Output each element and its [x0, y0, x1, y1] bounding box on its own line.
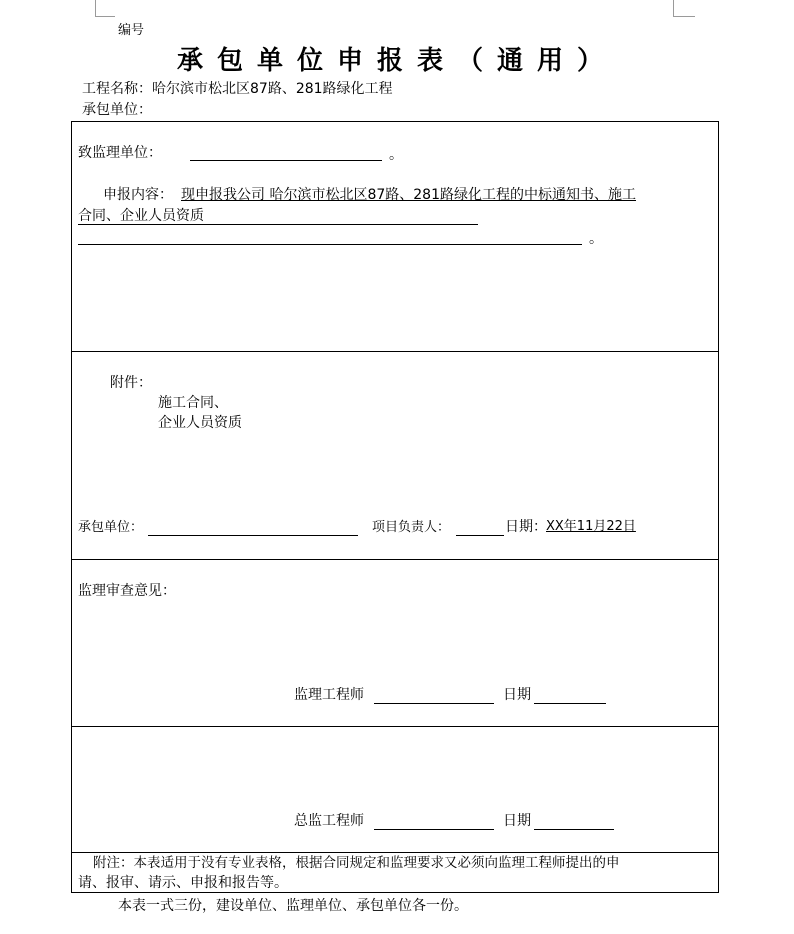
content-line-1[interactable]: 现申报我公司 哈尔滨市松北区87路、281路绿化工程的中标通知书、施工 — [181, 187, 636, 203]
note-line-1: 附注：本表适用于没有专业表格，根据合同规定和监理要求又必须向监理工程师提出的申 — [93, 855, 620, 871]
project-manager-label: 项目负责人： — [372, 520, 451, 535]
supervising-engineer-label: 监理工程师 — [294, 687, 364, 703]
project-name-label: 工程名称： — [82, 81, 152, 97]
content-line-2[interactable] — [78, 207, 478, 225]
row-divider-3 — [71, 726, 719, 727]
chief-engineer-label: 总监工程师 — [294, 813, 364, 829]
to-supervisor-label: 致监理单位： — [78, 145, 162, 161]
submit-date-label: 日期： — [505, 519, 547, 535]
crop-mark-left-h — [95, 16, 115, 17]
crop-mark-left-v — [95, 0, 96, 16]
supervisor-unit-field[interactable] — [190, 142, 382, 161]
content-line-2-field[interactable] — [78, 207, 478, 225]
header-contractor-label: 承包单位： — [82, 102, 152, 118]
chief-engineer-field[interactable] — [374, 811, 494, 830]
attachments-label: 附件： — [110, 375, 152, 391]
review-date-field[interactable] — [534, 685, 606, 704]
page-title: 承包单位申报表（通用） — [176, 46, 617, 76]
row-divider-2 — [71, 559, 719, 560]
copies-note: 本表一式三份，建设单位、监理单位、承包单位各一份。 — [118, 898, 468, 914]
doc-number-label: 编号 — [118, 23, 145, 38]
content-end: 。 — [589, 231, 603, 247]
content-line-2-text: 合同、企业人员资质 — [78, 208, 204, 224]
crop-mark-right-h — [673, 16, 695, 17]
review-opinion-label: 监理审查意见： — [78, 583, 176, 599]
supervising-engineer-field[interactable] — [374, 685, 494, 704]
review-date-label: 日期 — [503, 687, 531, 703]
project-name-value: 哈尔滨市松北区87路、281路绿化工程 — [152, 81, 393, 97]
to-line-end: 。 — [389, 147, 403, 163]
project-manager-field[interactable] — [456, 518, 504, 536]
row-divider-4 — [71, 852, 719, 853]
signature-contractor-field[interactable] — [148, 518, 358, 536]
note-line-2: 请、报审、请示、申报和报告等。 — [78, 875, 288, 891]
crop-mark-right-v — [673, 0, 674, 16]
content-line-3-field[interactable] — [78, 226, 582, 245]
attachment-item-2: 企业人员资质 — [158, 415, 242, 431]
content-label: 申报内容： — [103, 187, 173, 203]
row-divider-1 — [71, 351, 719, 352]
chief-date-label: 日期 — [503, 813, 531, 829]
attachment-item-1: 施工合同、 — [158, 395, 228, 411]
chief-date-field[interactable] — [534, 811, 614, 830]
submit-date-value[interactable]: XX年11月22日 — [546, 519, 636, 534]
signature-contractor-label: 承包单位： — [78, 520, 144, 535]
project-name-row — [82, 80, 393, 98]
